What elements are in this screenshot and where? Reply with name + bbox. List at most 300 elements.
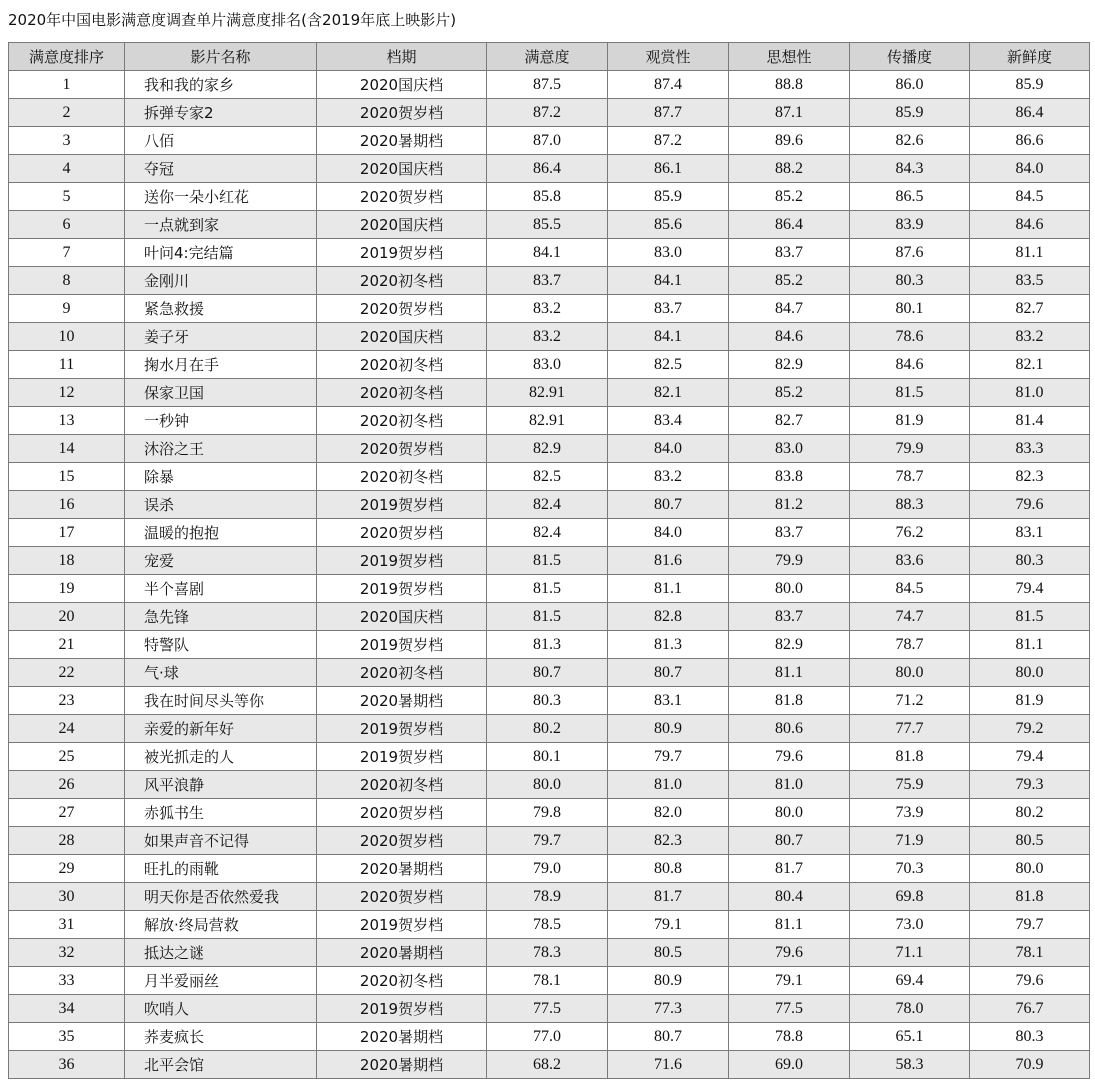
film-name-cell: 旺扎的雨靴 [125,855,317,883]
watchability-cell: 87.7 [608,99,729,127]
table-row [9,491,1090,519]
watchability-cell: 80.7 [608,659,729,687]
film-name-cell: 一秒钟 [125,407,317,435]
spread-cell: 78.6 [850,323,970,351]
film-name-cell: 夺冠 [125,155,317,183]
film-name-cell: 掬水月在手 [125,351,317,379]
spread-cell: 84.6 [850,351,970,379]
watchability-cell: 87.2 [608,127,729,155]
film-name-cell: 八佰 [125,127,317,155]
watchability-cell: 85.9 [608,183,729,211]
ideology-cell: 84.6 [729,323,850,351]
film-name-cell: 姜子牙 [125,323,317,351]
season-cell: 2019贺岁档 [317,911,487,939]
freshness-cell: 83.2 [970,323,1090,351]
watchability-cell: 82.3 [608,827,729,855]
table-row [9,799,1090,827]
rank-cell: 33 [9,967,125,995]
season-cell: 2020贺岁档 [317,435,487,463]
spread-cell: 78.7 [850,631,970,659]
watchability-cell: 83.7 [608,295,729,323]
ideology-cell: 88.8 [729,71,850,99]
watchability-cell: 87.4 [608,71,729,99]
season-cell: 2020初冬档 [317,267,487,295]
season-cell: 2020暑期档 [317,939,487,967]
film-name-cell: 风平浪静 [125,771,317,799]
spread-cell: 82.6 [850,127,970,155]
rank-cell: 1 [9,71,125,99]
watchability-cell: 81.0 [608,771,729,799]
ideology-cell: 85.2 [729,379,850,407]
season-cell: 2020贺岁档 [317,295,487,323]
table-row [9,911,1090,939]
freshness-cell: 83.5 [970,267,1090,295]
spread-cell: 74.7 [850,603,970,631]
season-cell: 2020国庆档 [317,603,487,631]
watchability-cell: 79.7 [608,743,729,771]
ideology-cell: 87.1 [729,99,850,127]
ideology-cell: 81.8 [729,687,850,715]
ideology-cell: 81.7 [729,855,850,883]
season-cell: 2020初冬档 [317,463,487,491]
freshness-cell: 81.1 [970,631,1090,659]
film-name-cell: 亲爱的新年好 [125,715,317,743]
freshness-cell: 80.0 [970,855,1090,883]
freshness-cell: 82.3 [970,463,1090,491]
spread-cell: 76.2 [850,519,970,547]
column-header-film: 影片名称 [125,43,317,71]
ideology-cell: 83.7 [729,519,850,547]
ideology-cell: 77.5 [729,995,850,1023]
rank-cell: 23 [9,687,125,715]
satisfaction-cell: 79.0 [487,855,608,883]
column-header-rank: 满意度排序 [9,43,125,71]
rank-cell: 15 [9,463,125,491]
watchability-cell: 83.2 [608,463,729,491]
rank-cell: 12 [9,379,125,407]
film-name-cell: 抵达之谜 [125,939,317,967]
film-name-cell: 半个喜剧 [125,575,317,603]
ideology-cell: 83.0 [729,435,850,463]
season-cell: 2019贺岁档 [317,995,487,1023]
spread-cell: 78.0 [850,995,970,1023]
film-name-cell: 送你一朵小红花 [125,183,317,211]
freshness-cell: 78.1 [970,939,1090,967]
rank-cell: 25 [9,743,125,771]
freshness-cell: 81.9 [970,687,1090,715]
rank-cell: 30 [9,883,125,911]
rank-cell: 27 [9,799,125,827]
satisfaction-cell: 68.2 [487,1051,608,1079]
satisfaction-cell: 83.2 [487,295,608,323]
freshness-cell: 81.8 [970,883,1090,911]
rank-cell: 24 [9,715,125,743]
spread-cell: 69.8 [850,883,970,911]
season-cell: 2019贺岁档 [317,547,487,575]
film-name-cell: 叶问4:完结篇 [125,239,317,267]
film-name-cell: 北平会馆 [125,1051,317,1079]
rank-cell: 7 [9,239,125,267]
satisfaction-ranking-table [8,42,1090,1079]
watchability-cell: 71.6 [608,1051,729,1079]
satisfaction-cell: 77.0 [487,1023,608,1051]
freshness-cell: 81.1 [970,239,1090,267]
rank-cell: 18 [9,547,125,575]
season-cell: 2020贺岁档 [317,519,487,547]
rank-cell: 35 [9,1023,125,1051]
table-row [9,239,1090,267]
season-cell: 2020贺岁档 [317,799,487,827]
watchability-cell: 81.7 [608,883,729,911]
season-cell: 2020初冬档 [317,771,487,799]
watchability-cell: 81.3 [608,631,729,659]
season-cell: 2020国庆档 [317,211,487,239]
ideology-cell: 81.1 [729,659,850,687]
spread-cell: 83.6 [850,547,970,575]
season-cell: 2020贺岁档 [317,827,487,855]
spread-cell: 78.7 [850,463,970,491]
spread-cell: 83.9 [850,211,970,239]
spread-cell: 86.5 [850,183,970,211]
ideology-cell: 89.6 [729,127,850,155]
season-cell: 2020贺岁档 [317,99,487,127]
spread-cell: 79.9 [850,435,970,463]
ideology-cell: 83.8 [729,463,850,491]
rank-cell: 14 [9,435,125,463]
table-row [9,855,1090,883]
spread-cell: 84.5 [850,575,970,603]
table-row [9,267,1090,295]
season-cell: 2020暑期档 [317,1051,487,1079]
film-name-cell: 解放·终局营救 [125,911,317,939]
table-row [9,743,1090,771]
watchability-cell: 80.8 [608,855,729,883]
film-name-cell: 明天你是否依然爱我 [125,883,317,911]
column-header-satisfaction: 满意度 [487,43,608,71]
film-name-cell: 误杀 [125,491,317,519]
freshness-cell: 80.5 [970,827,1090,855]
season-cell: 2019贺岁档 [317,239,487,267]
freshness-cell: 84.0 [970,155,1090,183]
ideology-cell: 85.2 [729,183,850,211]
film-name-cell: 荞麦疯长 [125,1023,317,1051]
table-row [9,995,1090,1023]
season-cell: 2020贺岁档 [317,883,487,911]
table-row [9,547,1090,575]
film-name-cell: 被光抓走的人 [125,743,317,771]
satisfaction-cell: 82.9 [487,435,608,463]
season-cell: 2019贺岁档 [317,575,487,603]
freshness-cell: 79.2 [970,715,1090,743]
spread-cell: 65.1 [850,1023,970,1051]
freshness-cell: 86.6 [970,127,1090,155]
rank-cell: 2 [9,99,125,127]
freshness-cell: 83.3 [970,435,1090,463]
table-row [9,295,1090,323]
ideology-cell: 79.1 [729,967,850,995]
satisfaction-cell: 82.4 [487,491,608,519]
ideology-cell: 80.4 [729,883,850,911]
spread-cell: 77.7 [850,715,970,743]
ideology-cell: 80.6 [729,715,850,743]
freshness-cell: 84.5 [970,183,1090,211]
freshness-cell: 79.4 [970,743,1090,771]
season-cell: 2020初冬档 [317,379,487,407]
spread-cell: 71.2 [850,687,970,715]
table-title: 2020年中国电影满意度调查单片满意度排名(含2019年底上映影片) [8,11,457,29]
table-row [9,99,1090,127]
watchability-cell: 84.0 [608,435,729,463]
satisfaction-cell: 87.2 [487,99,608,127]
season-cell: 2020暑期档 [317,855,487,883]
film-name-cell: 宠爱 [125,547,317,575]
freshness-cell: 82.1 [970,351,1090,379]
freshness-cell: 83.1 [970,519,1090,547]
watchability-cell: 81.6 [608,547,729,575]
watchability-cell: 83.4 [608,407,729,435]
satisfaction-cell: 82.91 [487,379,608,407]
ideology-cell: 84.7 [729,295,850,323]
ideology-cell: 83.7 [729,603,850,631]
satisfaction-cell: 80.0 [487,771,608,799]
ideology-cell: 88.2 [729,155,850,183]
season-cell: 2020暑期档 [317,1023,487,1051]
satisfaction-cell: 82.91 [487,407,608,435]
satisfaction-cell: 80.3 [487,687,608,715]
ideology-cell: 83.7 [729,239,850,267]
rank-cell: 22 [9,659,125,687]
watchability-cell: 80.9 [608,967,729,995]
film-name-cell: 拆弹专家2 [125,99,317,127]
season-cell: 2020初冬档 [317,407,487,435]
watchability-cell: 77.3 [608,995,729,1023]
table-row [9,351,1090,379]
spread-cell: 80.0 [850,659,970,687]
watchability-cell: 83.1 [608,687,729,715]
watchability-cell: 81.1 [608,575,729,603]
satisfaction-cell: 78.1 [487,967,608,995]
freshness-cell: 81.0 [970,379,1090,407]
rank-cell: 4 [9,155,125,183]
season-cell: 2020暑期档 [317,687,487,715]
satisfaction-cell: 80.2 [487,715,608,743]
spread-cell: 85.9 [850,99,970,127]
rank-cell: 34 [9,995,125,1023]
season-cell: 2020暑期档 [317,127,487,155]
rank-cell: 36 [9,1051,125,1079]
ideology-cell: 82.7 [729,407,850,435]
column-header-ideology: 思想性 [729,43,850,71]
spread-cell: 58.3 [850,1051,970,1079]
rank-cell: 10 [9,323,125,351]
freshness-cell: 84.6 [970,211,1090,239]
ideology-cell: 81.0 [729,771,850,799]
ideology-cell: 79.6 [729,743,850,771]
satisfaction-cell: 79.7 [487,827,608,855]
spread-cell: 81.9 [850,407,970,435]
table-row [9,659,1090,687]
rank-cell: 20 [9,603,125,631]
satisfaction-cell: 87.0 [487,127,608,155]
satisfaction-cell: 78.3 [487,939,608,967]
satisfaction-cell: 78.9 [487,883,608,911]
film-name-cell: 如果声音不记得 [125,827,317,855]
watchability-cell: 82.5 [608,351,729,379]
ideology-cell: 78.8 [729,1023,850,1051]
satisfaction-cell: 80.7 [487,659,608,687]
film-name-cell: 金刚川 [125,267,317,295]
ideology-cell: 80.0 [729,575,850,603]
table-row [9,1023,1090,1051]
ideology-cell: 79.6 [729,939,850,967]
season-cell: 2020初冬档 [317,967,487,995]
column-header-freshness: 新鲜度 [970,43,1090,71]
freshness-cell: 86.4 [970,99,1090,127]
freshness-cell: 81.4 [970,407,1090,435]
season-cell: 2020国庆档 [317,71,487,99]
spread-cell: 71.9 [850,827,970,855]
rank-cell: 3 [9,127,125,155]
watchability-cell: 80.7 [608,491,729,519]
table-row [9,519,1090,547]
satisfaction-cell: 85.5 [487,211,608,239]
film-name-cell: 紧急救援 [125,295,317,323]
rank-cell: 16 [9,491,125,519]
table-row [9,687,1090,715]
table-row [9,967,1090,995]
spread-cell: 80.3 [850,267,970,295]
table-row [9,407,1090,435]
spread-cell: 70.3 [850,855,970,883]
ideology-cell: 81.2 [729,491,850,519]
satisfaction-cell: 85.8 [487,183,608,211]
spread-cell: 75.9 [850,771,970,799]
satisfaction-cell: 83.0 [487,351,608,379]
satisfaction-cell: 82.4 [487,519,608,547]
satisfaction-cell: 78.5 [487,911,608,939]
season-cell: 2020初冬档 [317,659,487,687]
ideology-cell: 79.9 [729,547,850,575]
satisfaction-cell: 82.5 [487,463,608,491]
spread-cell: 73.0 [850,911,970,939]
ideology-cell: 80.0 [729,799,850,827]
film-name-cell: 急先锋 [125,603,317,631]
spread-cell: 81.5 [850,379,970,407]
season-cell: 2019贺岁档 [317,631,487,659]
freshness-cell: 82.7 [970,295,1090,323]
ideology-cell: 85.2 [729,267,850,295]
ideology-cell: 82.9 [729,351,850,379]
ideology-cell: 69.0 [729,1051,850,1079]
rank-cell: 28 [9,827,125,855]
film-name-cell: 赤狐书生 [125,799,317,827]
table-row [9,183,1090,211]
table-row [9,575,1090,603]
watchability-cell: 85.6 [608,211,729,239]
satisfaction-cell: 81.5 [487,575,608,603]
freshness-cell: 80.0 [970,659,1090,687]
satisfaction-cell: 77.5 [487,995,608,1023]
satisfaction-cell: 83.7 [487,267,608,295]
freshness-cell: 80.2 [970,799,1090,827]
table-row [9,127,1090,155]
film-name-cell: 特警队 [125,631,317,659]
watchability-cell: 83.0 [608,239,729,267]
rank-cell: 31 [9,911,125,939]
spread-cell: 84.3 [850,155,970,183]
rank-cell: 5 [9,183,125,211]
film-name-cell: 气·球 [125,659,317,687]
rank-cell: 9 [9,295,125,323]
film-name-cell: 我在时间尽头等你 [125,687,317,715]
rank-cell: 8 [9,267,125,295]
column-header-spread: 传播度 [850,43,970,71]
rank-cell: 21 [9,631,125,659]
watchability-cell: 82.0 [608,799,729,827]
film-name-cell: 沐浴之王 [125,435,317,463]
season-cell: 2019贺岁档 [317,743,487,771]
watchability-cell: 79.1 [608,911,729,939]
season-cell: 2020初冬档 [317,351,487,379]
spread-cell: 80.1 [850,295,970,323]
ideology-cell: 82.9 [729,631,850,659]
freshness-cell: 79.6 [970,491,1090,519]
rank-cell: 6 [9,211,125,239]
watchability-cell: 80.5 [608,939,729,967]
column-header-watchability: 观赏性 [608,43,729,71]
watchability-cell: 80.7 [608,1023,729,1051]
satisfaction-cell: 81.5 [487,603,608,631]
spread-cell: 69.4 [850,967,970,995]
watchability-cell: 82.1 [608,379,729,407]
satisfaction-cell: 80.1 [487,743,608,771]
spread-cell: 81.8 [850,743,970,771]
column-header-season: 档期 [317,43,487,71]
season-cell: 2019贺岁档 [317,715,487,743]
rank-cell: 26 [9,771,125,799]
freshness-cell: 80.3 [970,1023,1090,1051]
table-row [9,155,1090,183]
table-row [9,1051,1090,1079]
spread-cell: 86.0 [850,71,970,99]
freshness-cell: 79.6 [970,967,1090,995]
table-row [9,463,1090,491]
rank-cell: 11 [9,351,125,379]
film-name-cell: 除暴 [125,463,317,491]
satisfaction-cell: 81.3 [487,631,608,659]
satisfaction-cell: 87.5 [487,71,608,99]
freshness-cell: 76.7 [970,995,1090,1023]
table-row [9,771,1090,799]
table-row [9,211,1090,239]
spread-cell: 88.3 [850,491,970,519]
table-row [9,883,1090,911]
rank-cell: 32 [9,939,125,967]
ideology-cell: 86.4 [729,211,850,239]
satisfaction-cell: 84.1 [487,239,608,267]
rank-cell: 17 [9,519,125,547]
satisfaction-cell: 79.8 [487,799,608,827]
ideology-cell: 80.7 [729,827,850,855]
freshness-cell: 79.7 [970,911,1090,939]
table-row [9,715,1090,743]
satisfaction-cell: 83.2 [487,323,608,351]
ideology-cell: 81.1 [729,911,850,939]
film-name-cell: 保家卫国 [125,379,317,407]
freshness-cell: 79.3 [970,771,1090,799]
watchability-cell: 80.9 [608,715,729,743]
rank-cell: 13 [9,407,125,435]
